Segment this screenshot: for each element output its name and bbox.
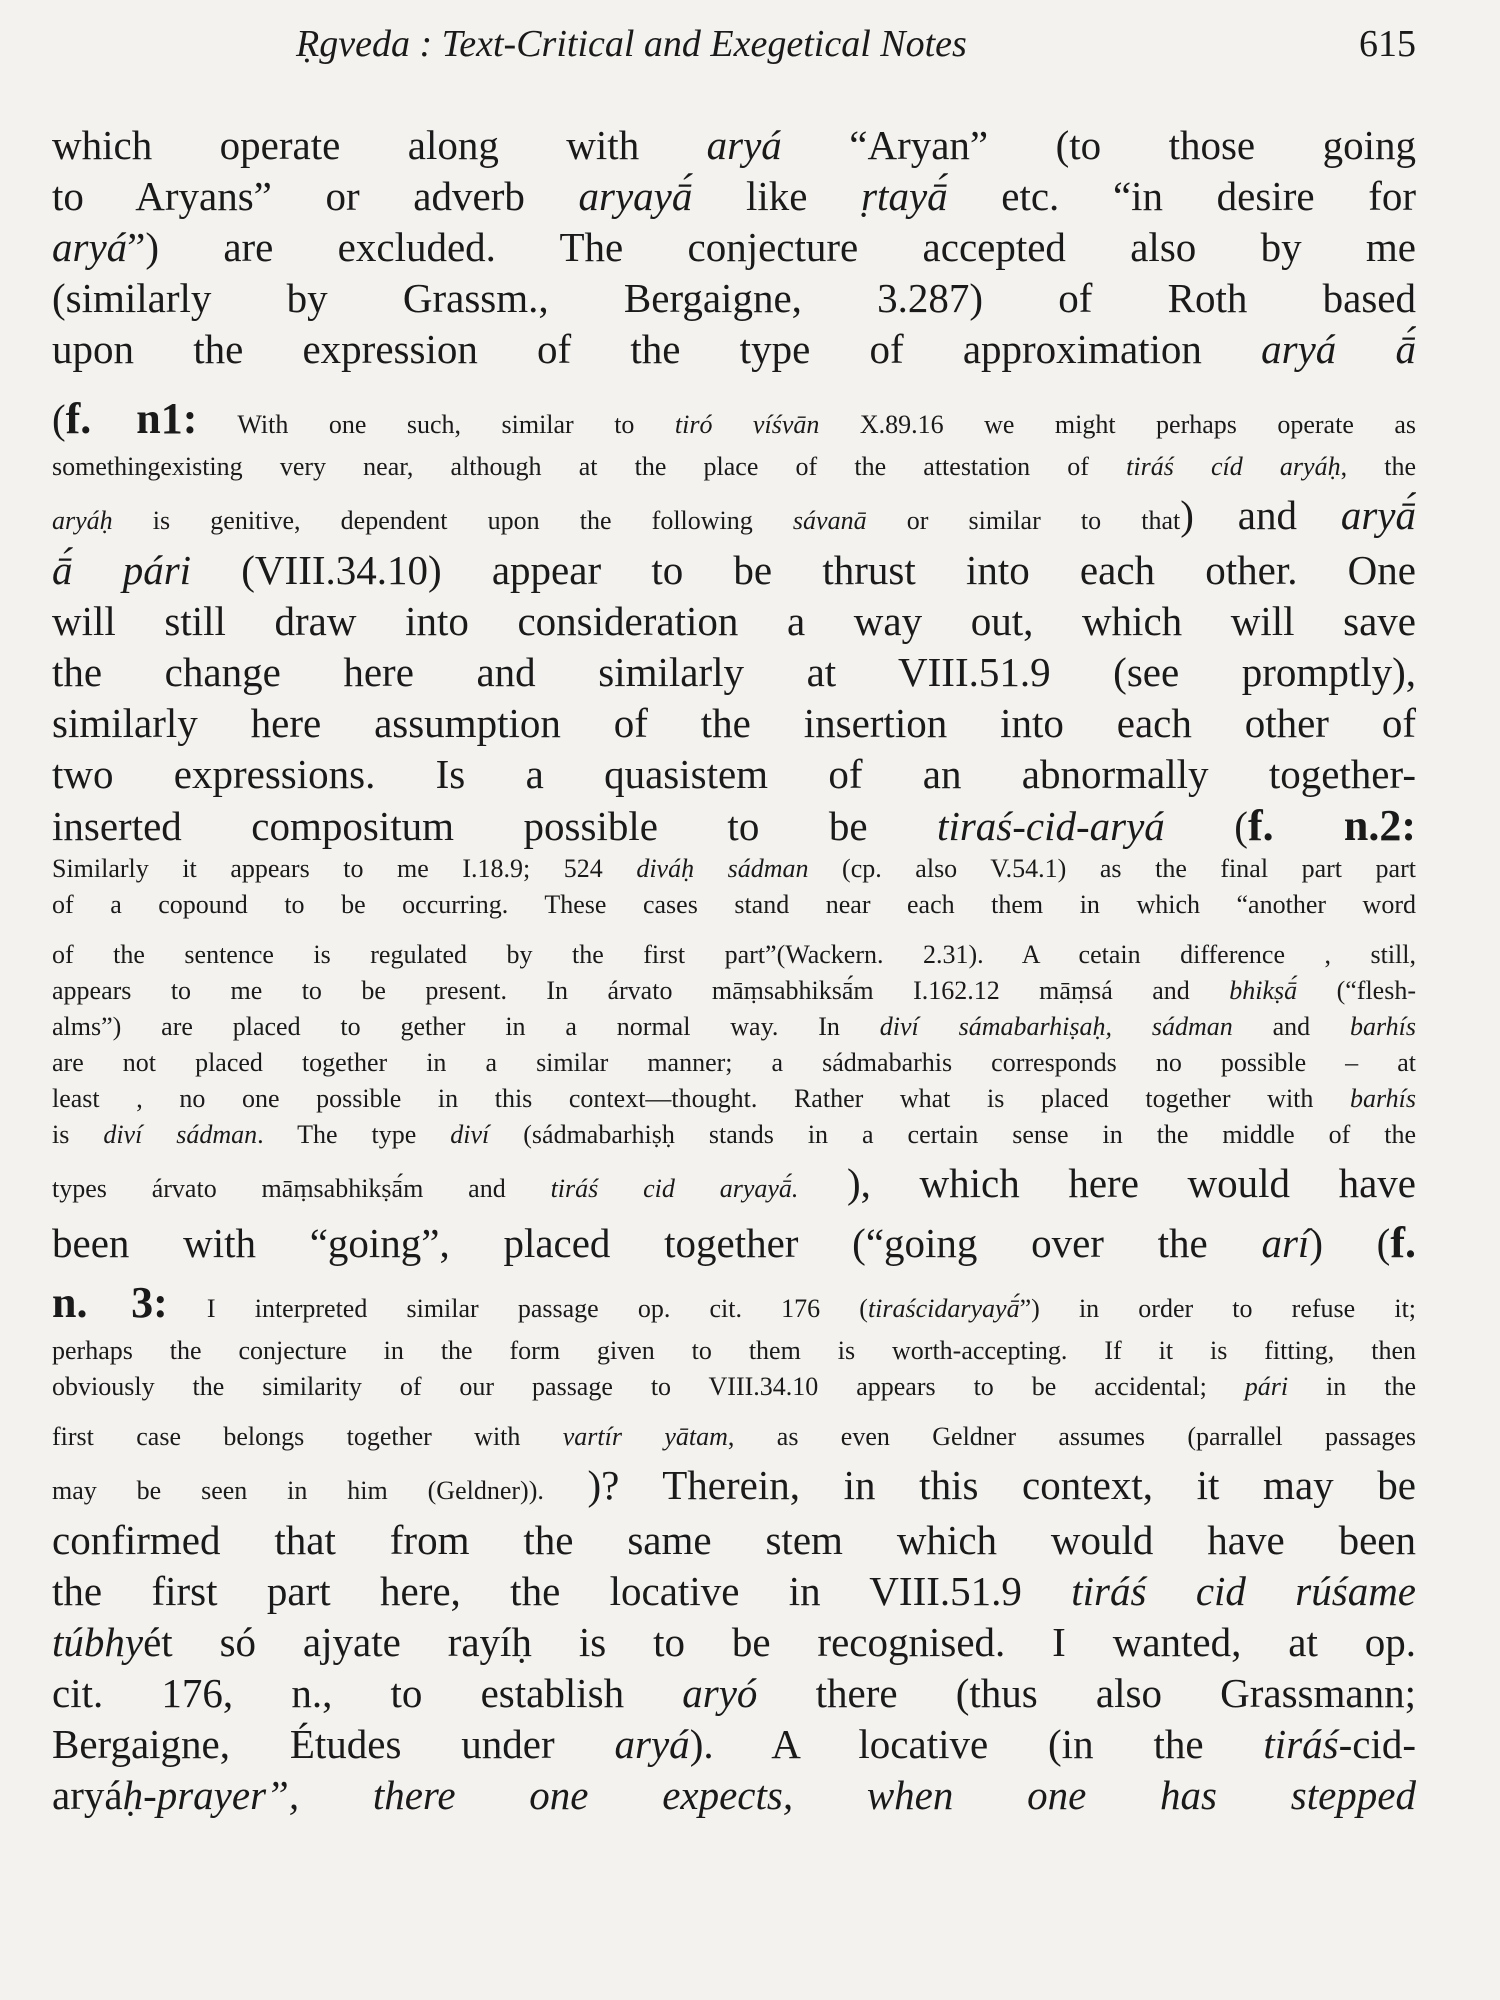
footnote-line: least , no one possible in this context—thought. Rather what is placed together with barhís	[52, 1084, 1416, 1113]
footnote-line: appears to me to be present. In árvato māṃsabhiksā́m I.162.12 māṃsá and bhikṣā́ (“flesh-	[52, 976, 1416, 1005]
footnote-marker: n. 3:	[52, 1278, 168, 1327]
text-line: (similarly by Grassm., Bergaigne, 3.287) of Roth based	[52, 275, 1416, 321]
footnote-line: types árvato māṃsabhikṣā́m and tiráś cid aryayā́. ), which here would have	[52, 1160, 1416, 1206]
footnote-line: of the sentence is regulated by the first part”(Wackern. 2.31). A cetain difference , still,	[52, 940, 1416, 969]
text-line: similarly here assumption of the insertion into each other of	[52, 700, 1416, 746]
footnote-line: is diví sádman. The type diví (sádmabarhiṣḥ stands in a certain sense in the middle of the	[52, 1120, 1416, 1149]
footnote-line: Similarly it appears to me I.18.9; 524 diváḥ sádman (cp. also V.54.1) as the final part part	[52, 854, 1416, 883]
footnote-line: of a copound to be occurring. These cases stand near each them in which “another word	[52, 890, 1416, 919]
text-line: two expressions. Is a quasistem of an abnormally together-	[52, 751, 1416, 797]
footnote-line: somethingexisting very near, although at the place of the attestation of tiráś cíd aryáḥ, the	[52, 452, 1416, 481]
text-line: will still draw into consideration a way out, which will save	[52, 598, 1416, 644]
text-line: aryá”) are excluded. The conjecture accepted also by me	[52, 224, 1416, 270]
text-line: túbhyét só ajyate rayíḥ is to be recognised. I wanted, at op.	[52, 1619, 1416, 1665]
text-line: cit. 176, n., to establish aryó there (thus also Grassmann;	[52, 1670, 1416, 1716]
text-line: upon the expression of the type of approximation aryá ā́	[52, 326, 1416, 372]
text-line: Bergaigne, Études under aryá). A locative (in the tiráś-cid-	[52, 1721, 1416, 1767]
text-line: been with “going”, placed together (“going over the arí) (f.	[52, 1218, 1416, 1267]
footnote-line: may be seen in him (Geldner)). )? Therein, in this context, it may be	[52, 1462, 1416, 1508]
page-number: 615	[1359, 23, 1416, 65]
footnote-line: aryáḥ is genitive, dependent upon the following sávanā or similar to that) and aryā́	[52, 492, 1416, 538]
footnote-line: perhaps the conjecture in the form given to them is worth-accepting. If it is fitting, then	[52, 1336, 1416, 1365]
text-line: aryáḥ-prayer”, there one expects, when one has stepped	[52, 1772, 1416, 1818]
page-header	[0, 22, 1500, 78]
text-line: inserted compositum possible to be tiraś-cid-aryá (f. n.2:	[52, 801, 1416, 850]
footnote-line: n. 3: I interpreted similar passage op. cit. 176 (tiraścidaryayā́”) in order to refuse it;	[52, 1278, 1416, 1327]
text-line: the change here and similarly at VIII.51.9 (see promptly),	[52, 649, 1416, 695]
body-text	[52, 120, 1416, 1821]
footnote-line: (f. n1: With one such, similar to tiró víśvān X.89.16 we might perhaps operate as	[52, 394, 1416, 443]
footnote-marker: f.	[1390, 1218, 1416, 1267]
text-line: confirmed that from the same stem which would have been	[52, 1517, 1416, 1563]
text-line: ā́ pári (VIII.34.10) appear to be thrust into each other. One	[52, 547, 1416, 593]
text-line: the first part here, the locative in VIII.51.9 tiráś cid rúśame	[52, 1568, 1416, 1614]
footnote-marker: f. n.2:	[1247, 801, 1416, 850]
footnote-line: alms”) are placed to gether in a normal way. In diví sámabarhiṣaḥ, sádman and barhís	[52, 1012, 1416, 1041]
text-line: which operate along with aryá “Aryan” (to those going	[52, 122, 1416, 168]
footnote-line: obviously the similarity of our passage to VIII.34.10 appears to be accidental; pári in the	[52, 1372, 1416, 1401]
footnote-line: first case belongs together with vartír yātam, as even Geldner assumes (parrallel passages	[52, 1422, 1416, 1451]
footnote-marker: f. n1:	[65, 394, 198, 443]
text-line: to Aryans” or adverb aryayā́ like ṛtayā́ etc. “in desire for	[52, 173, 1416, 219]
running-title: Ṛgveda : Text-Critical and Exegetical Notes	[296, 23, 967, 65]
footnote-line: are not placed together in a similar manner; a sádmabarhis corresponds no possible – at	[52, 1048, 1416, 1077]
